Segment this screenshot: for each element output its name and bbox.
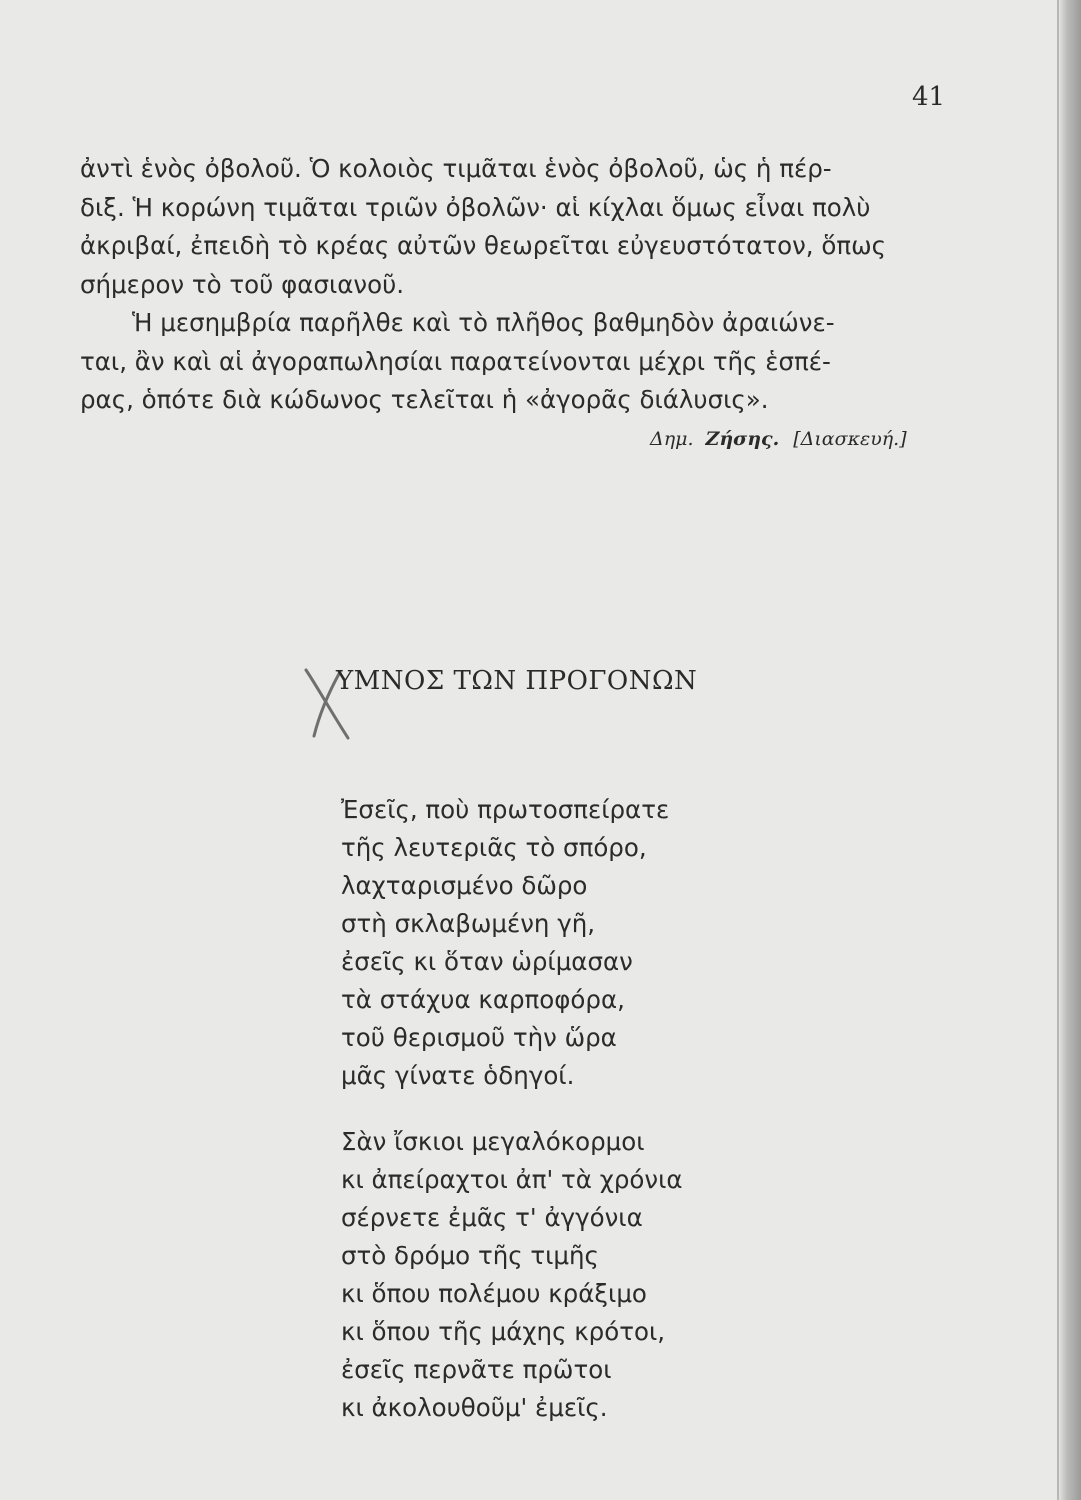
prose-line: ἀκριβαί, ἐπειδὴ τὸ κρέας αὐτῶν θεωρεῖται εὐγευστότατον, ὅπως	[80, 231, 887, 260]
poem-stanza-2	[341, 1123, 683, 1427]
prose-line: σήμερον τὸ τοῦ φασιανοῦ.	[80, 269, 405, 299]
poem-line: ἐσεῖς περνᾶτε πρῶτοι	[341, 1355, 612, 1384]
poem-stanza-1	[341, 791, 669, 1095]
poem-line: κι ὅπου πολέμου κράξιμο	[341, 1279, 647, 1308]
poem-line: τοῦ θερισμοῦ τὴν ὥρα	[341, 1023, 617, 1052]
attribution-note: [Διασκευή.]	[793, 428, 907, 450]
poem-line: Σὰν ἴσκιοι μεγαλόκορμοι	[341, 1127, 645, 1156]
poem-line: στὸ δρόμο τῆς τιμῆς	[341, 1241, 599, 1270]
prose-paragraphs	[80, 150, 960, 420]
prose-line: ἀντὶ ἑνὸς ὀβολοῦ. Ὁ κολοιὸς τιμᾶται ἑνὸς ὀβολοῦ, ὡς ἡ πέρ-	[80, 154, 832, 183]
prose-line: Ἡ μεσημβρία παρῆλθε καὶ τὸ πλῆθος βαθμηδὸν ἀραιώνε-	[132, 308, 835, 337]
page-number: 41	[912, 82, 946, 112]
prose-line: διξ. Ἡ κορώνη τιμᾶται τριῶν ὀβολῶν· αἱ κίχλαι ὅμως εἶναι πολὺ	[80, 192, 871, 222]
poem-line: ἐσεῖς κι ὅταν ὡρίμασαν	[341, 947, 633, 976]
page-binding-edge	[1059, 0, 1081, 1500]
poem-line: τῆς λευτεριᾶς τὸ σπόρο,	[341, 833, 647, 862]
source-attribution	[650, 428, 907, 450]
poem-title: ΥΜΝΟΣ ΤΩΝ ΠΡΟΓΟΝΩΝ	[336, 666, 698, 696]
poem-line: κι ἀπείραχτοι ἀπ' τὰ χρόνια	[341, 1165, 683, 1194]
prose-line: ται, ἂν καὶ αἱ ἀγοραπωλησίαι παρατείνονται μέχρι τῆς ἑσπέ-	[80, 346, 831, 376]
attribution-author: Ζήσης.	[705, 428, 780, 450]
prose-line: ρας, ὁπότε διὰ κώδωνος τελεῖται ἡ «ἀγορᾶς διάλυσις».	[80, 385, 769, 414]
poem-line: στὴ σκλαβωμένη γῆ,	[341, 909, 596, 938]
poem-line: τὰ στάχυα καρποφόρα,	[341, 985, 625, 1014]
poem-line: μᾶς γίνατε ὁδηγοί.	[341, 1061, 575, 1090]
poem-line: Ἐσεῖς, ποὺ πρωτοσπείρατε	[341, 795, 670, 824]
poem-line: κι ἀκολουθοῦμ' ἐμεῖς.	[341, 1393, 608, 1422]
poem-line: σέρνετε ἐμᾶς τ' ἀγγόνια	[341, 1203, 643, 1232]
poem-line: λαχταρισμένο δῶρο	[341, 871, 588, 900]
attribution-prefix: Δημ.	[650, 428, 694, 450]
poem-line: κι ὅπου τῆς μάχης κρότοι,	[341, 1317, 666, 1346]
